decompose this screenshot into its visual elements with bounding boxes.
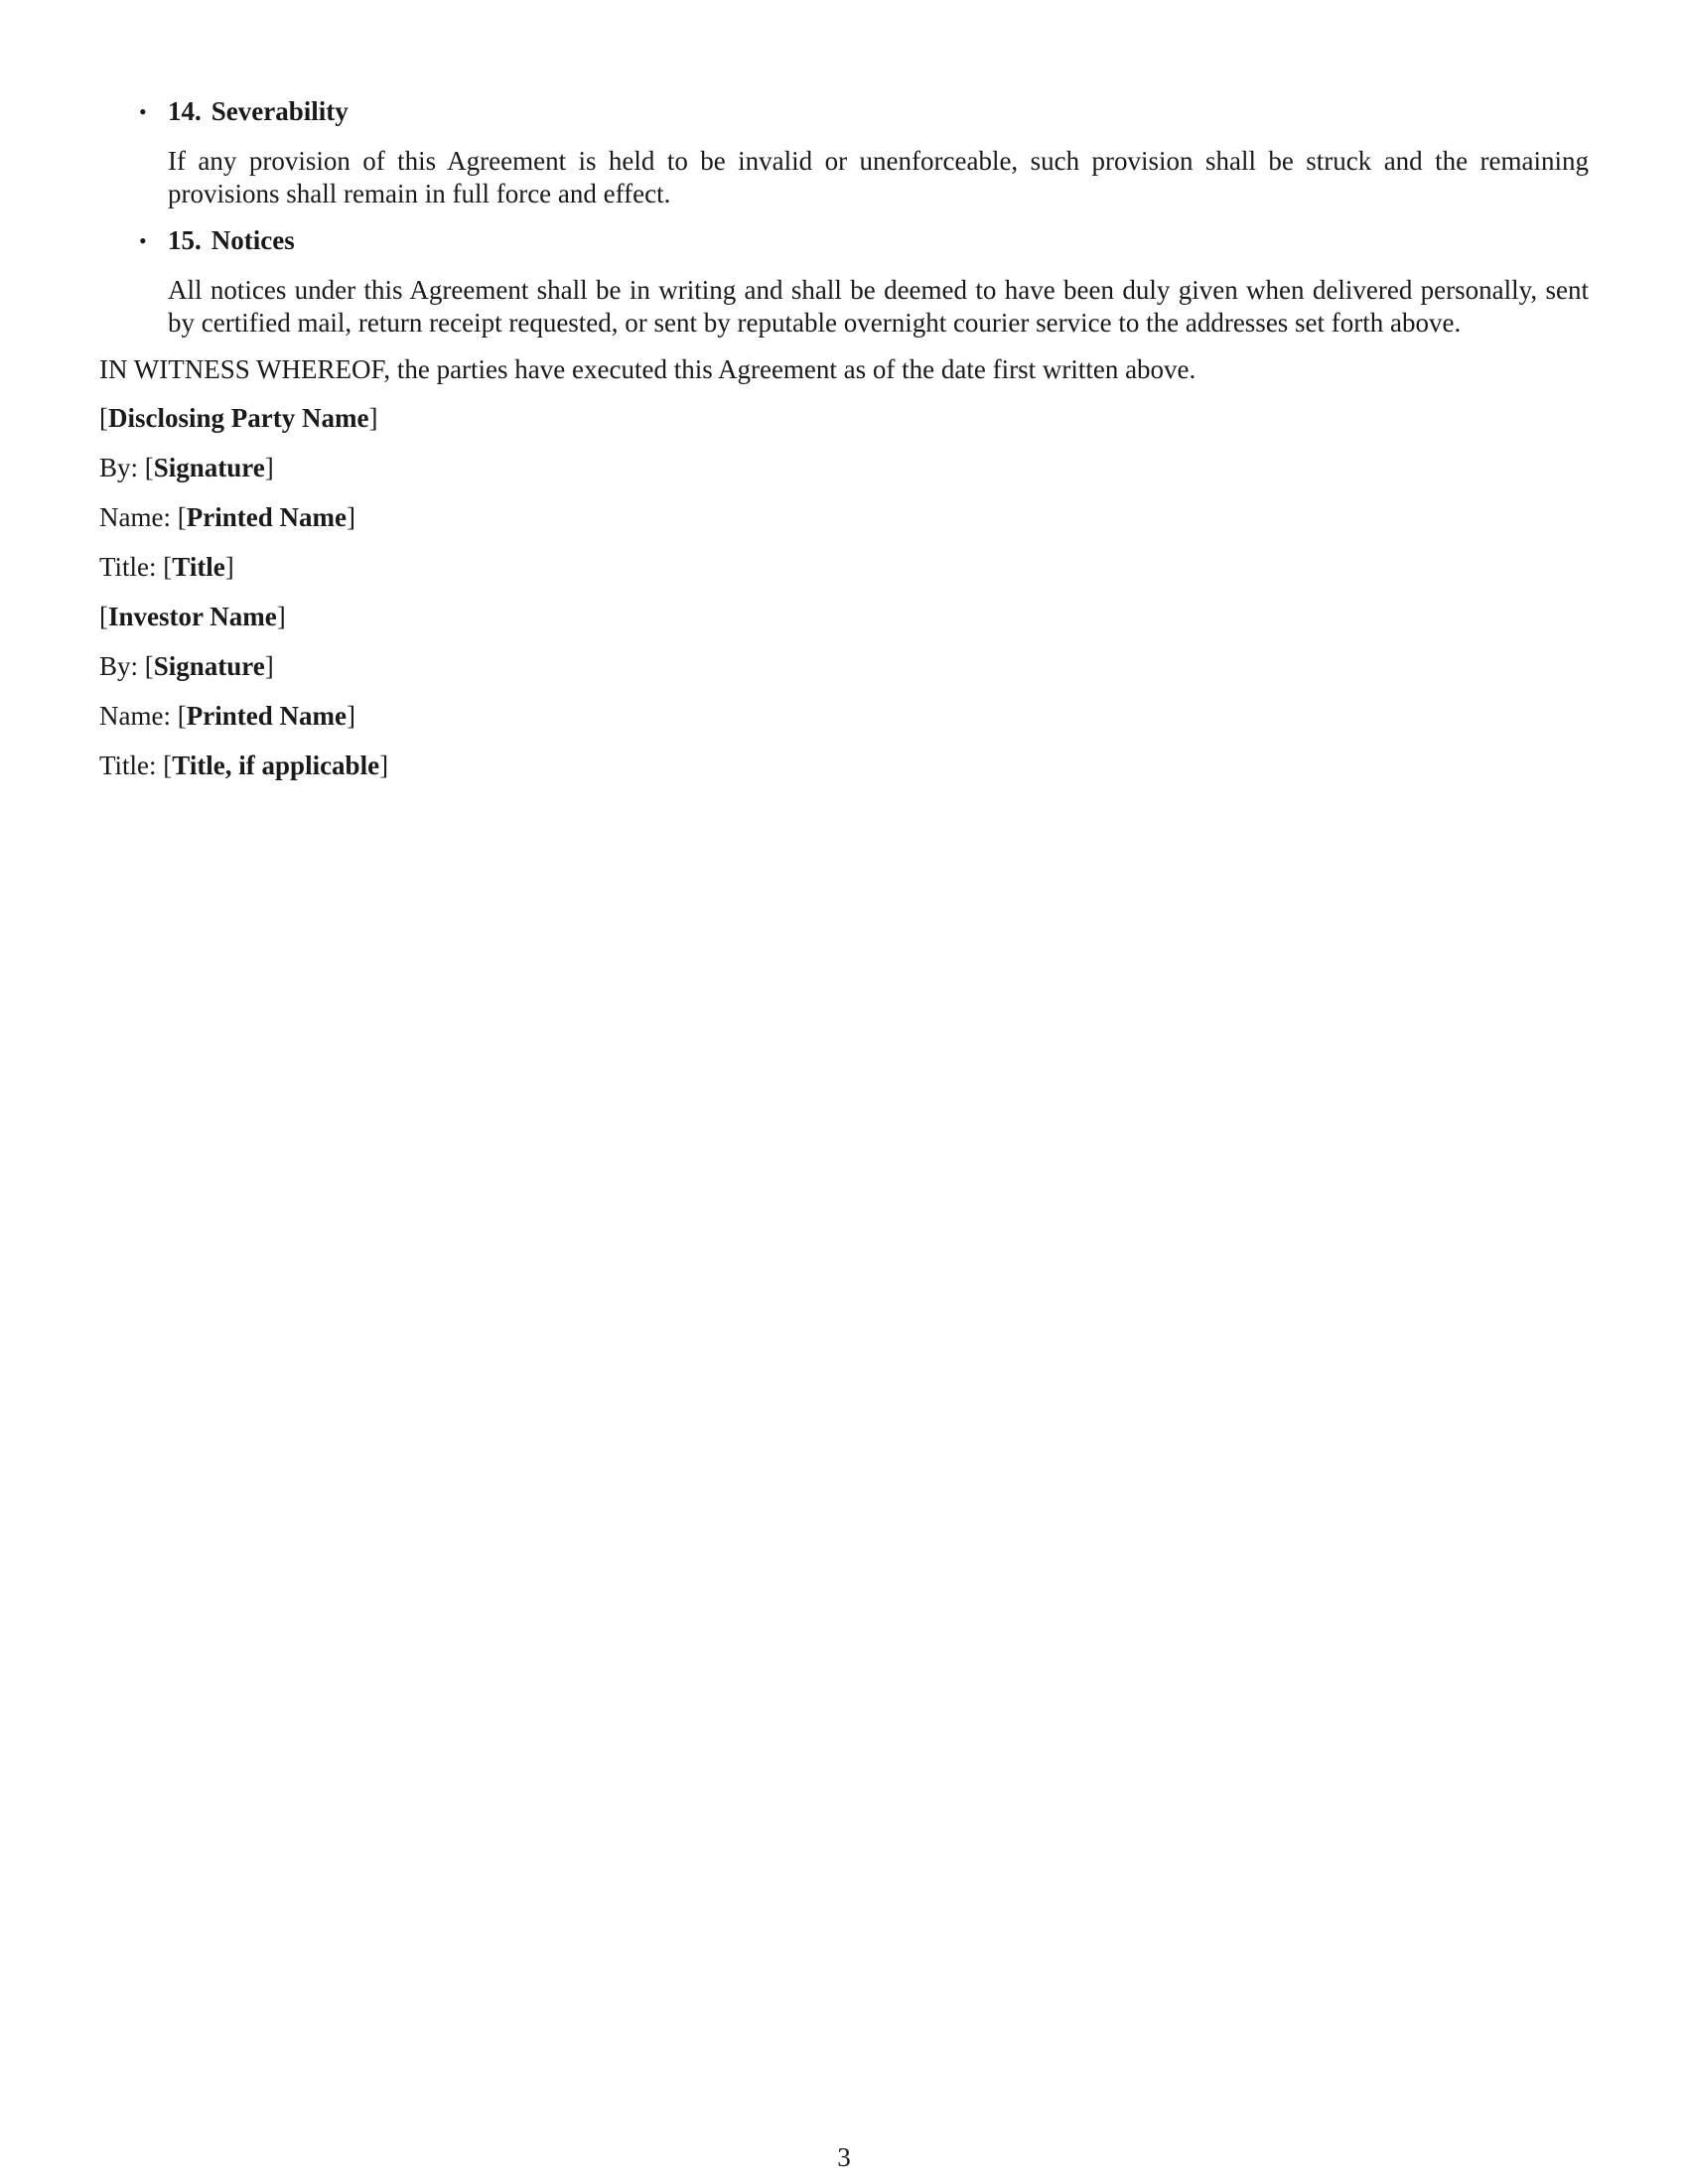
witness-statement: IN WITNESS WHEREOF, the parties have executed this Agreement as of the date first written above.	[99, 354, 1196, 384]
title-label: Title:	[99, 552, 157, 582]
party-name: [Investor Name]	[99, 602, 286, 631]
signature-block-disclosing-party	[99, 402, 1589, 584]
section-heading	[168, 95, 1589, 128]
title-placeholder: Title	[172, 552, 225, 582]
printed-name-placeholder: Printed Name	[186, 502, 347, 532]
party-name-value: Disclosing Party Name	[108, 403, 369, 433]
section-notices	[99, 224, 1589, 340]
title-line: Title: [Title, if applicable]	[99, 751, 389, 780]
name-label: Name:	[99, 701, 171, 731]
section-title: Notices	[211, 225, 295, 255]
section-number: 14.	[168, 96, 202, 126]
page-number: 3	[837, 2142, 851, 2172]
name-label: Name:	[99, 502, 171, 532]
section-number: 15.	[168, 225, 202, 255]
section-body: All notices under this Agreement shall be in writing and shall be deemed to have been duly given when delivered personally, sent by certified mail, return receipt requested, or sent by reputable overnight courier service to the addresses set forth above.	[168, 275, 1589, 338]
document-page	[99, 95, 1589, 799]
section-heading	[168, 224, 1589, 257]
signature-line: By: [Signature]	[99, 651, 274, 681]
printed-name-line: Name: [Printed Name]	[99, 502, 355, 532]
title-placeholder: Title, if applicable	[172, 751, 380, 780]
signature-block-investor	[99, 601, 1589, 782]
section-body: If any provision of this Agreement is held to be invalid or unenforceable, such provision shall be struck and the remaining provisions shall remain in full force and effect.	[168, 146, 1589, 208]
party-name-value: Investor Name	[108, 602, 277, 631]
section-severability	[99, 95, 1589, 210]
signature-line: By: [Signature]	[99, 453, 274, 482]
printed-name-line: Name: [Printed Name]	[99, 701, 355, 731]
printed-name-placeholder: Printed Name	[186, 701, 347, 731]
party-name: [Disclosing Party Name]	[99, 403, 378, 433]
title-label: Title:	[99, 751, 157, 780]
title-line: Title: [Title]	[99, 552, 234, 582]
signature-placeholder: Signature	[153, 453, 265, 482]
section-list	[99, 95, 1589, 340]
signature-placeholder: Signature	[153, 651, 265, 681]
section-title: Severability	[211, 96, 349, 126]
bullet-icon: •	[139, 99, 147, 124]
by-label: By:	[99, 453, 139, 482]
by-label: By:	[99, 651, 139, 681]
bullet-icon: •	[139, 228, 147, 253]
